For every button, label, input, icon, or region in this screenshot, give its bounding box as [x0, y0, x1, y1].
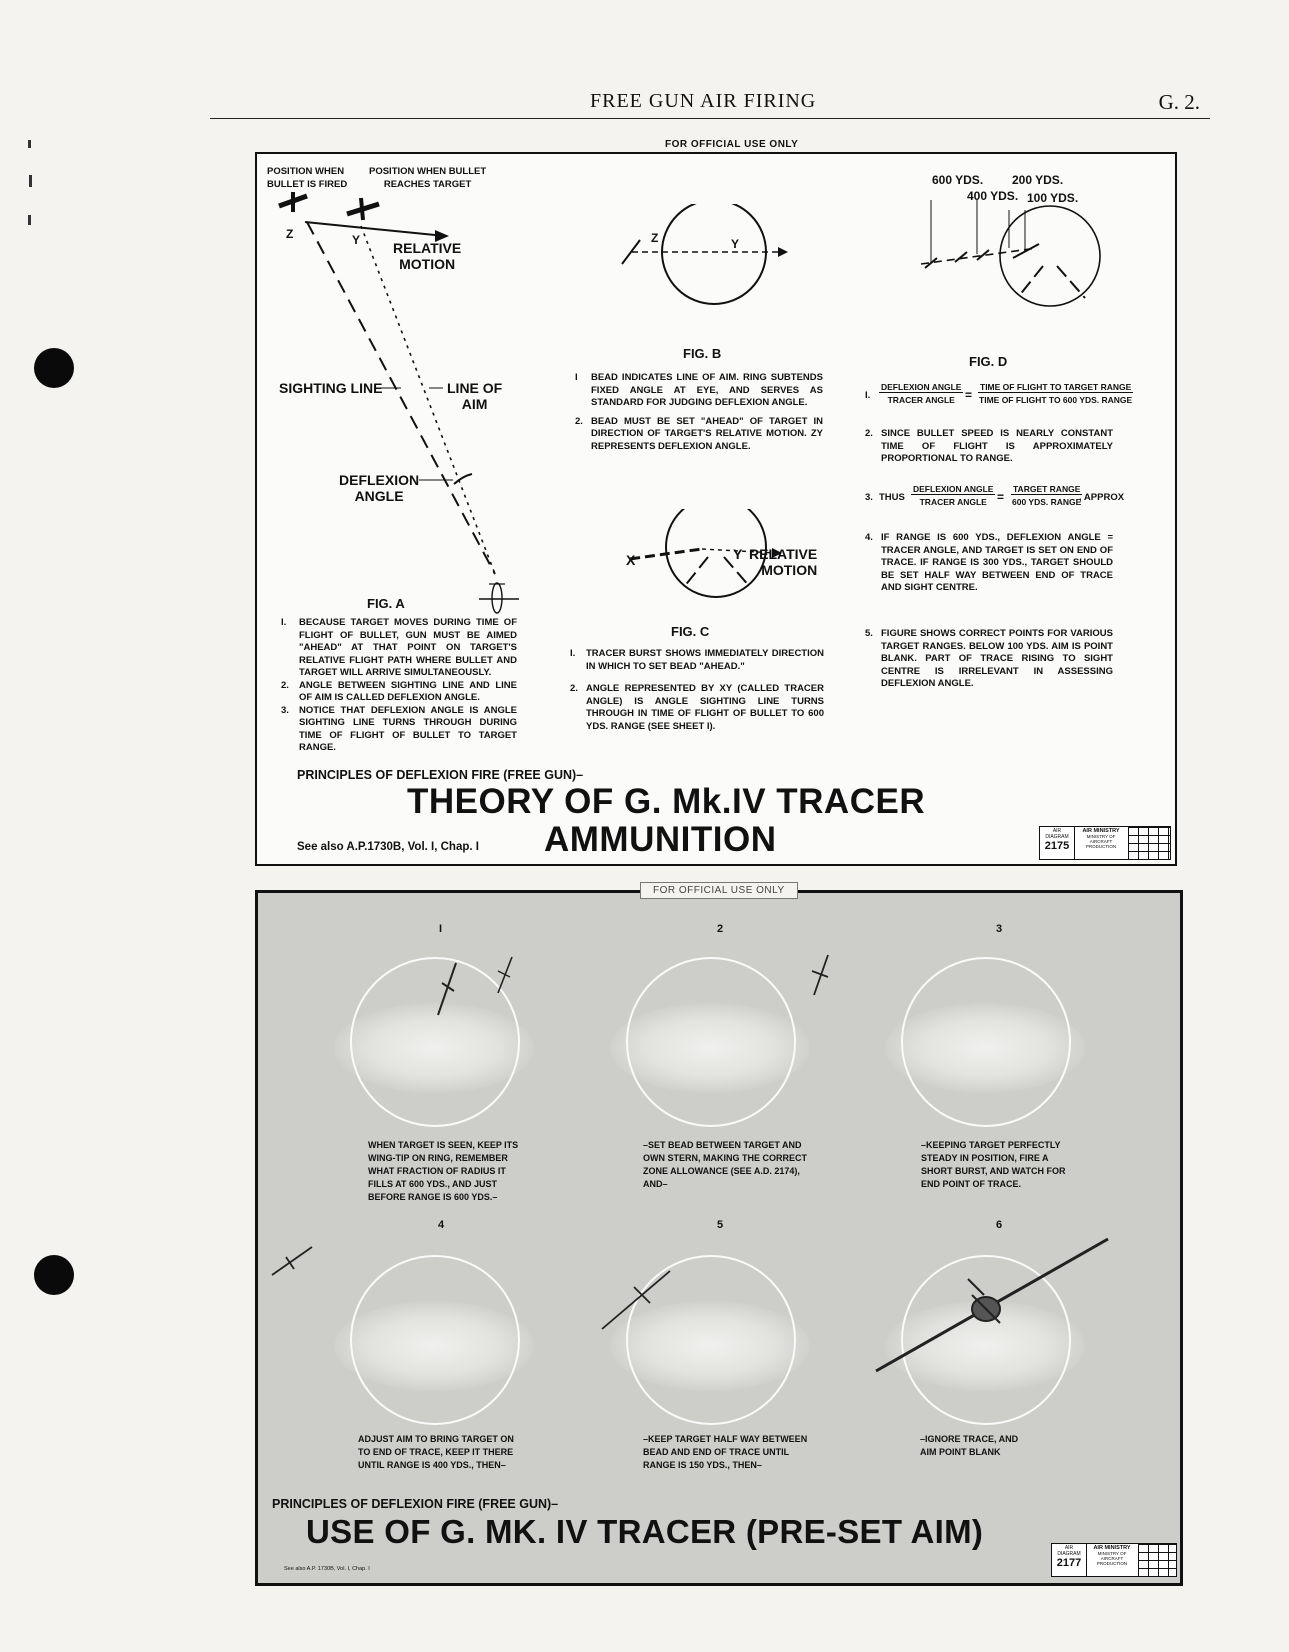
target-aircraft [598, 1265, 678, 1335]
fig-a-position-reached: POSITION WHEN BULLET REACHES TARGET [369, 166, 487, 190]
fig-a-position-fired: POSITION WHEN BULLET IS FIRED [267, 166, 348, 190]
fig-d-range-100: 100 YDS. [1027, 191, 1079, 205]
diagram-2-subtitle: PRINCIPLES OF DEFLEXION FIRE (FREE GUN)– [272, 1497, 559, 1511]
official-use-label-top: FOR OFFICIAL USE ONLY [665, 139, 799, 150]
fig-a-line-of-aim: LINE OF AIM [447, 380, 503, 412]
fig-d-equation-3: 3. THUS DEFLEXION ANGLE TRACER ANGLE = TARGET RANGE 600 YDS. RANGE , APPROX [865, 484, 1125, 507]
fig-a-label: FIG. A [367, 596, 405, 611]
eq3-denominator-right: 600 YDS. RANGE [1012, 497, 1082, 507]
fig-d-note-2: 2. SINCE BULLET SPEED IS NEARLY CONSTANT TIME OF FLIGHT IS APPROXIMATELY PROPORTIONAL TO RANGE. [865, 428, 1113, 464]
gunsight-ring [350, 1255, 520, 1425]
step-number: 3 [996, 923, 1003, 935]
diagram-1-subtitle: PRINCIPLES OF DEFLEXION FIRE (FREE GUN)– [297, 768, 584, 782]
fig-d-range-200: 200 YDS. [1012, 173, 1064, 187]
diagram-1-title-line-1: THEORY OF G. Mk.IV TRACER [407, 782, 926, 821]
eq1-numerator-left: DEFLEXION ANGLE [881, 382, 962, 392]
gunsight-ring [901, 957, 1071, 1127]
step-caption: –SET BEAD BETWEEN TARGET AND OWN STERN, MAKING THE CORRECT ZONE ALLOWANCE (SEE A.D. 2174), AND– [643, 1140, 807, 1189]
eq3-numerator-left: DEFLEXION ANGLE [913, 484, 994, 494]
page-title: FREE GUN AIR FIRING [590, 90, 817, 112]
air-diagram-2175 [255, 152, 1177, 866]
step-number: I [439, 923, 443, 935]
fig-b-y-label: Y [731, 237, 740, 251]
fig-c-notes [570, 648, 824, 733]
fig-b-drawing [612, 204, 812, 324]
diagram-2-title: USE OF G. MK. IV TRACER (PRE-SET AIM) [306, 1513, 984, 1550]
step-caption: WHEN TARGET IS SEEN, KEEP ITS WING-TIP ON RING, REMEMBER WHAT FRACTION OF RADIUS IT FILLS AT 600 YDS., AND JUST BEFORE RANGE IS 600 YDS.– [368, 1140, 519, 1202]
page-number: G. 2. [1158, 90, 1200, 114]
fig-c-relative-motion: RELATIVE MOTION [749, 546, 818, 578]
fig-a-deflexion-angle: DEFLEXION ANGLE [339, 472, 420, 504]
air-diagram-2177 [255, 890, 1183, 1586]
fig-b-label: FIG. B [683, 346, 722, 361]
fig-d-range-600: 600 YDS. [932, 173, 984, 187]
diagram-1-title-line-2: AMMUNITION [544, 820, 777, 859]
fig-d-drawing [907, 184, 1117, 334]
fig-d-range-400: 400 YDS. [967, 189, 1019, 203]
diagram-2-number: 2177 [1056, 1557, 1082, 1569]
step-number: 5 [717, 1219, 724, 1231]
step-number: 6 [996, 1219, 1003, 1231]
eq3-denominator-left: TRACER ANGLE [919, 497, 987, 507]
diagram-1-see-also: See also A.P.1730B, Vol. I, Chap. I [297, 841, 479, 853]
margin-mark [28, 140, 31, 148]
fig-c-label: FIG. C [671, 624, 710, 639]
step-number: 4 [438, 1219, 445, 1231]
eq1-denominator-right: TIME OF FLIGHT TO 600 YDS. RANGE [979, 395, 1133, 405]
official-use-label-bottom: FOR OFFICIAL USE ONLY [640, 882, 798, 899]
binder-hole-bottom [34, 1255, 74, 1295]
step-number: 2 [717, 923, 724, 935]
fig-a-notes [281, 617, 517, 755]
target-aircraft-close [868, 1231, 1118, 1381]
fig-b-z-label: Z [651, 231, 659, 245]
fig-a-note: 3. NOTICE THAT DEFLEXION ANGLE IS ANGLE SIGHTING LINE TURNS THROUGH DURING TIME OF FLIGHT OF BULLET TO TARGET RANGE. [281, 704, 517, 753]
eq1-denominator-left: TRACER ANGLE [887, 395, 955, 405]
diagram-1-stamp: AIR DIAGRAM 2175 AIR MINISTRY MINISTRY OF AIRCRAFT PRODUCTION [1039, 826, 1171, 860]
step-caption: –KEEP TARGET HALF WAY BETWEEN BEAD AND END OF TRACE UNTIL RANGE IS 150 YDS., THEN– [643, 1434, 808, 1470]
fig-b-notes [575, 372, 823, 453]
eq3-numerator-right: TARGET RANGE [1013, 484, 1081, 494]
fig-c-note: 2. ANGLE REPRESENTED BY XY (CALLED TRACER ANGLE) IS ANGLE SIGHTING LINE TURNS THROUGH IN TIME OF FLIGHT OF BULLET TO 600 YDS. RANGE (SEE SHEET I). [570, 683, 824, 732]
step-caption: –KEEPING TARGET PERFECTLY STEADY IN POSITION, FIRE A SHORT BURST, AND WATCH FOR END POINT OF TRACE. [921, 1140, 1066, 1189]
fig-a-sighting-line: SIGHTING LINE [279, 380, 383, 396]
target-aircraft [798, 951, 838, 1001]
step-caption: –IGNORE TRACE, AND AIM POINT BLANK [920, 1434, 1019, 1457]
fig-d-note-5: 5. FIGURE SHOWS CORRECT POINTS FOR VARIOUS TARGET RANGES. BELOW 100 YDS. AIM IS POINT BLANK. PART OF TRACE RISING TO SIGHT CENTRE IS IRRELEVANT IN ASSESSING DEFLEXION ANGLE. [865, 628, 1113, 689]
fig-b-note: I BEAD INDICATES LINE OF AIM. RING SUBTENDS FIXED ANGLE AT EYE, AND SERVES AS STANDARD FOR JUDGING DEFLEXION ANGLE. [575, 372, 823, 408]
diagram-2-see-also: See also A.P. 1730B, Vol. I, Chap. I [284, 1566, 370, 1572]
fig-b-note: 2. BEAD MUST BE SET "AHEAD" OF TARGET IN DIRECTION OF TARGET'S RELATIVE MOTION. ZY REPRESENTS DEFLEXION ANGLE. [575, 415, 823, 452]
diagram-1-number: 2175 [1044, 840, 1070, 852]
binder-hole-top [34, 348, 74, 388]
margin-mark [29, 175, 32, 187]
fig-d-equation-1: I. DEFLEXION ANGLE TRACER ANGLE = TIME OF FLIGHT TO TARGET RANGE TIME OF FLIGHT TO 600 YDS. RANGE [865, 382, 1133, 405]
fig-a-note: 2. ANGLE BETWEEN SIGHTING LINE AND LINE OF AIM IS CALLED DEFLEXION ANGLE. [281, 679, 517, 703]
fig-a-y-label: Y [352, 233, 361, 247]
eq3-thus: THUS [879, 492, 905, 503]
gunsight-ring [626, 957, 796, 1127]
fig-a-note: I. BECAUSE TARGET MOVES DURING TIME OF FLIGHT OF BULLET, GUN MUST BE AIMED "AHEAD" AT THAT POINT ON TARGET'S RELATIVE FLIGHT PATH WHERE BULLET AND TARGET WILL ARRIVE SIMULTANEOUSLY. [281, 617, 517, 678]
step-caption: ADJUST AIM TO BRING TARGET ON TO END OF TRACE, KEEP IT THERE UNTIL RANGE IS 400 YDS., THEN– [358, 1434, 514, 1470]
page-header [210, 90, 1210, 119]
fig-c-x-label: X [626, 552, 636, 568]
fig-c-y-label: Y [733, 546, 743, 562]
diagram-2-stamp: AIR DIAGRAM 2177 AIR MINISTRY MINISTRY OF AIRCRAFT PRODUCTION [1051, 1543, 1177, 1577]
fig-d-label: FIG. D [969, 354, 1008, 369]
fig-c-note: I. TRACER BURST SHOWS IMMEDIATELY DIRECTION IN WHICH TO SET BEAD "AHEAD." [570, 648, 824, 672]
margin-mark [28, 215, 31, 225]
fig-a-z-label: Z [286, 227, 294, 241]
eq3-approx: , APPROX [1079, 492, 1125, 503]
target-aircraft [268, 1241, 318, 1281]
fig-a-relative-motion: RELATIVE MOTION [393, 240, 462, 272]
target-aircraft [428, 953, 518, 1023]
fig-d-note-4: 4. IF RANGE IS 600 YDS., DEFLEXION ANGLE = TRACER ANGLE, AND TARGET IS SET ON END OF TRACE. IF RANGE IS 300 YDS., TARGET SHOULD BE SET HALF WAY BETWEEN END OF TRACE AND SIGHT CENTRE. [865, 532, 1113, 593]
eq1-numerator-right: TIME OF FLIGHT TO TARGET RANGE [980, 382, 1132, 392]
